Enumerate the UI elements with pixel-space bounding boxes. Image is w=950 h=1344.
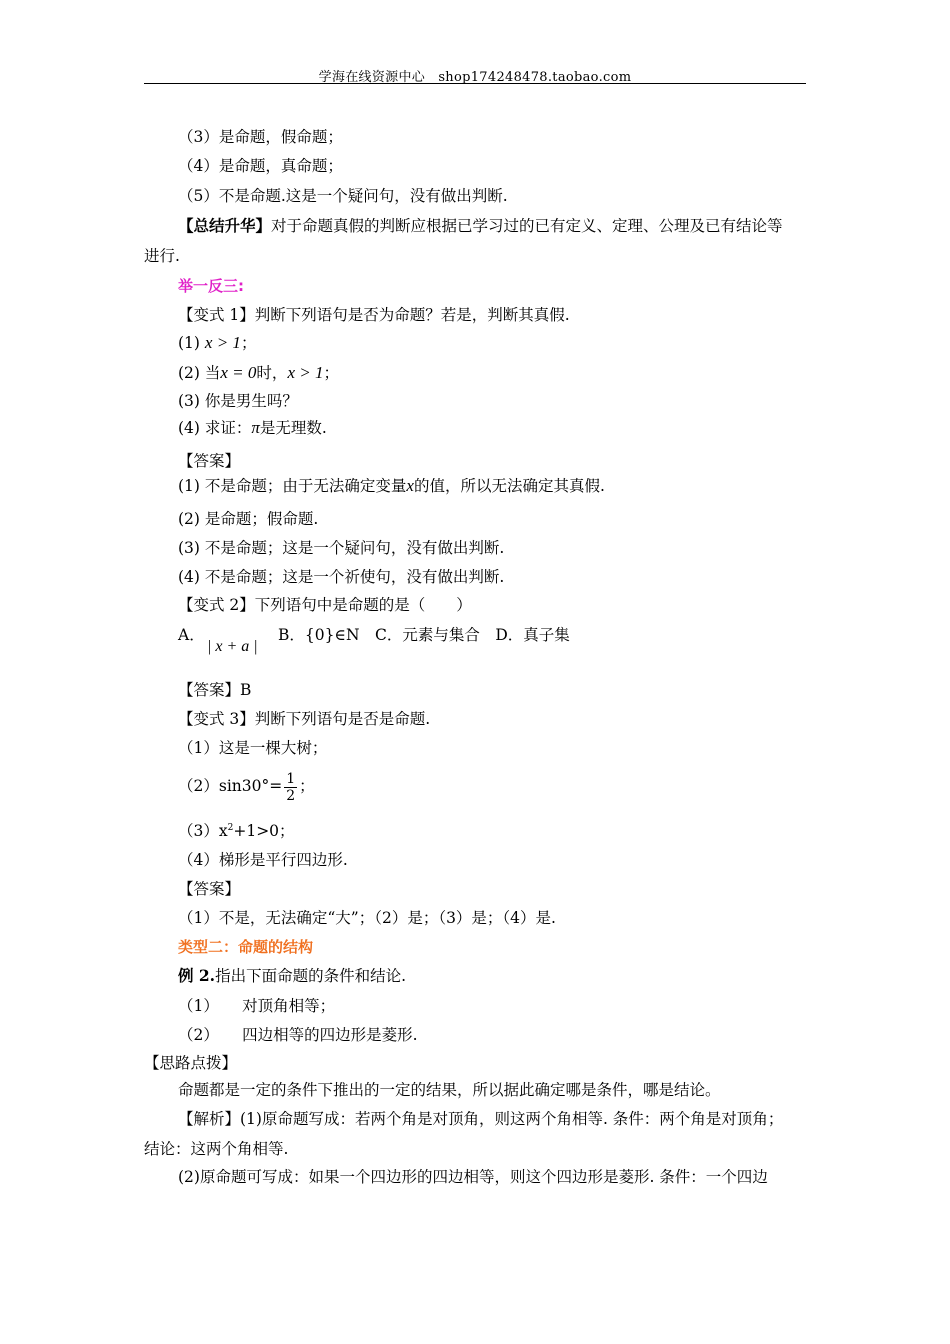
page-header: 学海在线资源中心 shop174248478.taobao.com: [318, 70, 632, 85]
analysis-line-1-continued: 结论：这两个角相等.: [144, 1140, 289, 1158]
q2-mid: 时，: [256, 364, 288, 382]
variant2-options-bcd: B．{0}∈N C．元素与集合 D．真子集: [278, 626, 570, 644]
variant3-q3: [178, 821, 295, 841]
answer-line-3: （3）是命题，假命题；: [178, 128, 343, 146]
ans1-prefix: (1) 不是命题；由于无法确定变量: [178, 477, 407, 495]
variant1-answer-3: (3) 不是命题；这是一个疑问句，没有做出判断.: [178, 539, 505, 557]
example2-q1: （1） 对顶角相等；: [178, 997, 336, 1015]
answer-line-5: （5）不是命题.这是一个疑问句，没有做出判断.: [178, 187, 508, 205]
variant2-option-a-label: A．: [178, 626, 205, 644]
q2-punct: ；: [299, 777, 315, 795]
q1-number: (1): [178, 334, 200, 352]
variant3-answer: （1）不是，无法确定“大”；（2）是；（3）是；（4）是.: [178, 909, 556, 927]
q2-formula-1: x = 0: [220, 363, 257, 382]
variant1-q3: (3) 你是男生吗？: [178, 392, 298, 410]
q3-base: （3）x: [178, 822, 228, 840]
variant3-q4: （4）梯形是平行四边形.: [178, 851, 348, 869]
q2-prefix: (2) 当: [178, 364, 221, 382]
example2-q2: （2） 四边相等的四边形是菱形.: [178, 1026, 418, 1044]
variant1-answer-label: 【答案】: [178, 452, 241, 470]
variant2-option-a-formula: | x + a |: [207, 638, 258, 655]
example2-line: [178, 966, 406, 986]
answer-line-4: （4）是命题，真命题；: [178, 157, 343, 175]
q2-sin-expression: （2）sin30°=: [178, 777, 283, 795]
q4-pi-symbol: π: [251, 418, 260, 437]
q3-exponent: 2: [227, 823, 234, 833]
ans1-variable: x: [406, 476, 414, 495]
q2-punct: ；: [323, 364, 339, 382]
variant3-q1: （1）这是一棵大树；: [178, 739, 328, 757]
q2-formula-2: x > 1: [287, 363, 324, 382]
variant2-answer: 【答案】B: [178, 681, 252, 699]
variant3-title: 【变式 3】判断下列语句是否是命题.: [178, 710, 431, 728]
variant1-q1: [178, 333, 256, 353]
variant1-answer-2: (2) 是命题；假命题.: [178, 510, 319, 528]
variant1-answer-1: [178, 476, 605, 496]
variant1-answer-4: (4) 不是命题；这是一个祈使句，没有做出判断.: [178, 568, 505, 586]
thinking-text: 命题都是一定的条件下推出的一定的结果，所以据此确定哪是条件，哪是结论。: [178, 1081, 721, 1099]
variant1-q2: [178, 363, 339, 383]
summary-line: [178, 216, 783, 236]
summary-continuation: 进行.: [144, 247, 180, 265]
analysis-line-1: 【解析】(1)原命题写成：若两个角是对顶角，则这两个角相等. 条件：两个角是对顶角；: [178, 1110, 784, 1128]
q4-suffix: 是无理数.: [259, 419, 327, 437]
fraction-one-half: [284, 771, 297, 804]
fraction-numerator: 1: [286, 770, 296, 787]
variant1-q4: [178, 418, 327, 438]
q3-rest: +1>0；: [233, 822, 295, 840]
q4-prefix: (4) 求证：: [178, 419, 252, 437]
thinking-label: 【思路点拨】: [144, 1054, 238, 1072]
variant3-answer-label: 【答案】: [178, 880, 241, 898]
variant1-title: 【变式 1】判断下列语句是否为命题？若是，判断其真假.: [178, 306, 570, 324]
ans1-suffix: 的值，所以无法确定其真假.: [413, 477, 605, 495]
analysis-line-2: (2)原命题可写成：如果一个四边形的四边相等，则这个四边形是菱形. 条件：一个四边: [178, 1168, 768, 1186]
example2-label: 例 2.: [178, 966, 216, 985]
type2-heading: 类型二：命题的结构: [178, 938, 314, 956]
header-divider: [144, 83, 806, 84]
q1-punct: ；: [240, 334, 257, 352]
fraction-denominator: 2: [286, 787, 296, 804]
section-heading-fansan: 举一反三:: [178, 277, 244, 295]
example2-text: 指出下面命题的条件和结论.: [215, 967, 407, 985]
summary-label: 【总结升华】: [178, 216, 272, 235]
variant3-q2: [178, 768, 315, 804]
summary-text: 对于命题真假的判断应根据已学习过的已有定义、定理、公理及已有结论等: [271, 217, 783, 235]
variant2-title: 【变式 2】下列语句中是命题的是（ ）: [178, 596, 472, 614]
q1-formula: x > 1: [204, 333, 241, 352]
